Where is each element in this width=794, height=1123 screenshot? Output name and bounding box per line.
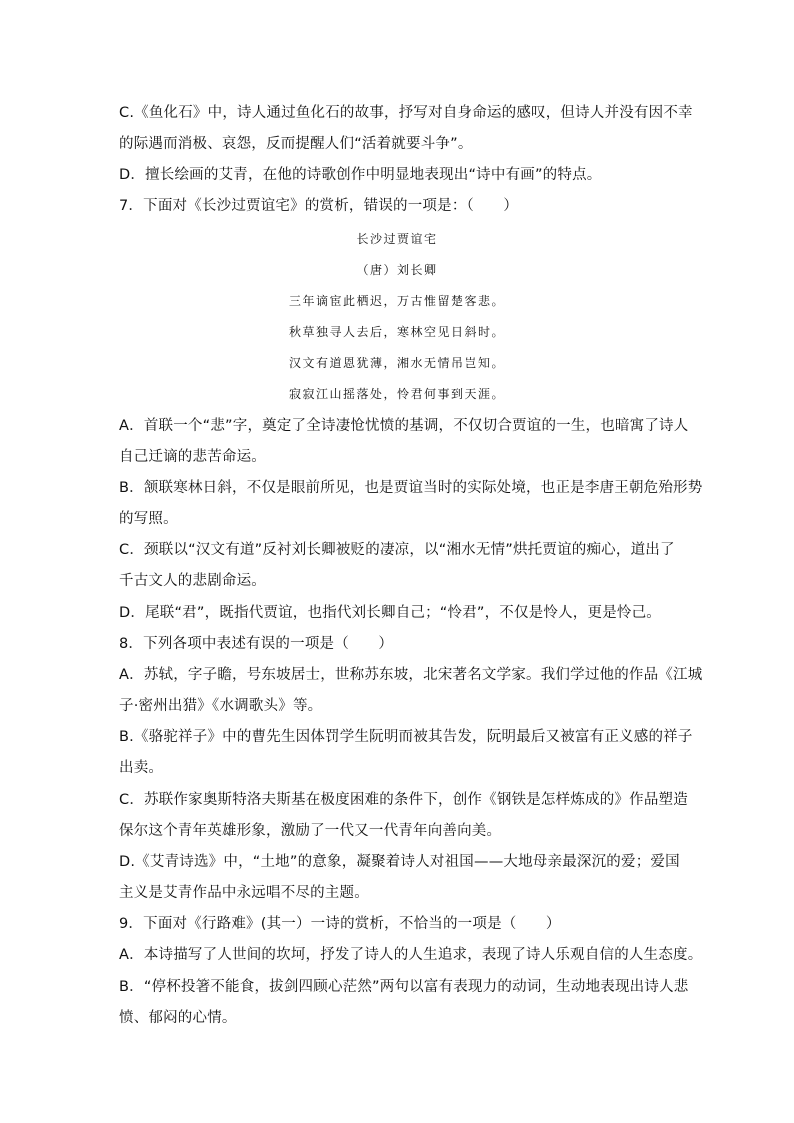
- q7-option-c-line-1: C．颈联以“汉文有道”反衬刘长卿被贬的凄凉，以“湘水无情”烘托贾谊的痴心，道出了: [119, 542, 675, 558]
- q8-option-c-line-1: C．苏联作家奥斯特洛夫斯基在极度困难的条件下，创作《钢铁是怎样炼成的》作品塑造: [119, 792, 688, 808]
- q7-option-a-line-1: A．首联一个“悲”字，奠定了全诗凄怆忧愤的基调，不仅切合贾谊的一生，也暗寓了诗人: [119, 418, 689, 434]
- question-9: 9．下面对《行路难》(其一）一诗的赏析，不恰当的一项是（ ）: [119, 916, 561, 932]
- q8-option-b-line-2: 出卖。: [119, 760, 164, 776]
- option-d-line: D．擅长绘画的艾青，在他的诗歌创作中明显地表现出“诗中有画”的特点。: [119, 167, 602, 183]
- poem-verse-3: 汉文有道恩犹薄，湘水无情吊岂知。: [288, 356, 505, 370]
- q8-option-a-line-2: 子·密州出猎》《水调歌头》等。: [119, 698, 323, 714]
- q7-option-a-line-2: 自己迁谪的悲苦命运。: [119, 449, 266, 465]
- q7-option-d-line: D．尾联“君”，既指代贾谊，也指代刘长卿自己；“怜君”，不仅是怜人，更是怜己。: [119, 605, 662, 621]
- poem-verse-1: 三年谪宦此栖迟，万古惟留楚客悲。: [288, 294, 505, 308]
- poem-verse-4: 寂寂江山摇落处，怜君何事到天涯。: [288, 387, 505, 401]
- q7-option-b-line-2: 的写照。: [119, 511, 178, 527]
- q9-option-b-line-2: 愤、郁闷的心情。: [119, 1010, 237, 1026]
- q8-option-d-line-2: 主义是艾青作品中永远唱不尽的主题。: [119, 885, 369, 901]
- option-c-line-2: 的际遇而消极、哀怨，反而提醒人们“活着就要斗争”。: [119, 136, 473, 152]
- q7-option-b-line-1: B．颔联寒林日斜，不仅是眼前所见，也是贾谊当时的实际处境，也正是李唐王朝危殆形势: [119, 480, 703, 496]
- q8-option-c-line-2: 保尔这个青年英雄形象，激励了一代又一代青年向善向美。: [119, 823, 502, 839]
- question-8: 8．下列各项中表述有误的一项是（ ）: [119, 636, 394, 652]
- poem-verse-2: 秋草独寻人去后，寒林空见日斜时。: [288, 325, 505, 339]
- q7-option-c-line-2: 千古文人的悲剧命运。: [119, 573, 266, 589]
- q9-option-a-line: A．本诗描写了人世间的坎坷，抒发了诗人的人生追求，表现了诗人乐观自信的人生态度。: [119, 947, 703, 963]
- option-c-line-1: C.《鱼化石》中，诗人通过鱼化石的故事，抒写对自身命运的感叹，但诗人并没有因不幸: [119, 105, 693, 121]
- q8-option-a-line-1: A．苏轼，字子瞻，号东坡居士，世称苏东坡，北宋著名文学家。我们学过他的作品《江城: [119, 667, 703, 683]
- q8-option-b-line-1: B.《骆驼祥子》中的曹先生因体罚学生阮明而被其告发，阮明最后又被富有正义感的祥子: [119, 729, 693, 745]
- poem-author: （唐）刘长卿: [356, 263, 438, 277]
- poem-title: 长沙过贾谊宅: [356, 232, 438, 246]
- q8-option-d-line-1: D.《艾青诗选》中，“土地”的意象，凝聚着诗人对祖国——大地母亲最深沉的爱；爱国: [119, 854, 680, 870]
- question-7: 7．下面对《长沙过贾谊宅》的赏析，错误的一项是：（ ）: [119, 198, 519, 214]
- q9-option-b-line-1: B．“停杯投箸不能食，拔剑四顾心茫然”两句以富有表现力的动词，生动地表现出诗人悲: [119, 979, 689, 995]
